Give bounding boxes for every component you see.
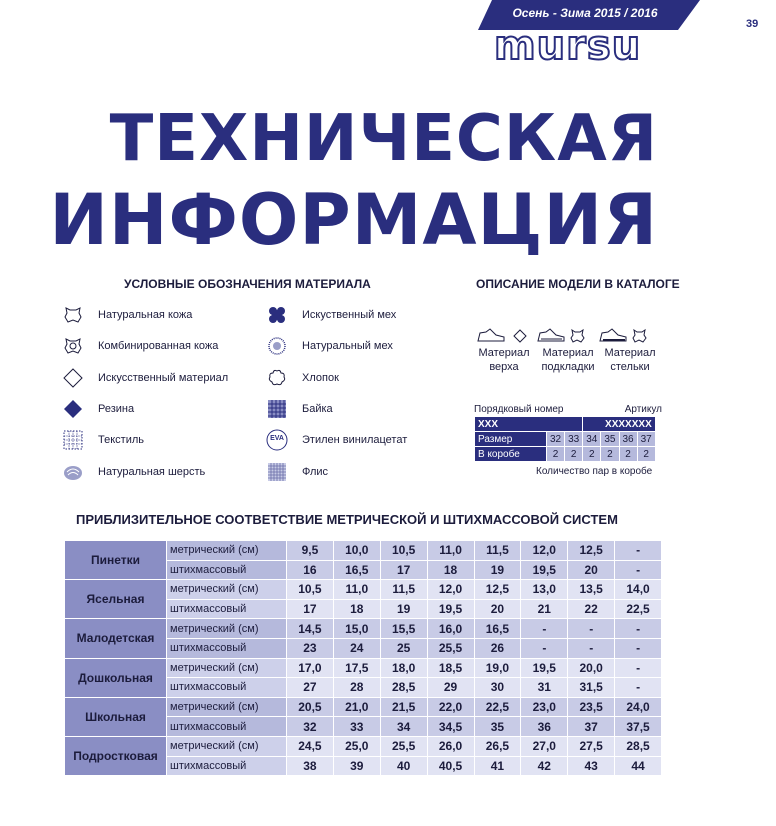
size-value-cell: - xyxy=(615,541,662,561)
page-title-line-1: ТЕХНИЧЕСКАЯ xyxy=(109,102,658,176)
box-count-cell: 2 xyxy=(565,447,583,462)
category-cell: Пинетки xyxy=(65,541,167,580)
legend-item-textile xyxy=(62,429,144,451)
legend-label: Флис xyxy=(302,466,329,478)
size-value-cell: 26 xyxy=(474,638,521,658)
metric-system-label: метрический (см) xyxy=(167,658,287,678)
size-cell: 32 xyxy=(547,432,565,447)
size-value-cell: 19 xyxy=(380,599,427,619)
size-value-cell: 37,5 xyxy=(615,717,662,737)
legend-item-eva xyxy=(266,429,408,451)
legend-label: Искуственный мех xyxy=(302,309,397,321)
size-conversion-table xyxy=(64,540,662,776)
size-value-cell: 18 xyxy=(333,599,380,619)
natural-leather-icon xyxy=(62,304,84,326)
size-value-cell: 39 xyxy=(333,756,380,776)
brand-logo: mursu xyxy=(494,23,642,69)
size-value-cell: - xyxy=(615,619,662,639)
size-value-cell: 24,0 xyxy=(615,697,662,717)
size-value-cell: 10,5 xyxy=(287,580,334,600)
size-value-cell: 11,5 xyxy=(474,541,521,561)
size-value-cell: 34 xyxy=(380,717,427,737)
size-value-cell: 20 xyxy=(474,599,521,619)
catalog-label-line: Материал xyxy=(542,347,594,359)
metric-system-label: метрический (см) xyxy=(167,697,287,717)
size-value-cell: 23 xyxy=(287,638,334,658)
size-value-cell: - xyxy=(568,619,615,639)
legend-label: Натуральный мех xyxy=(302,340,393,352)
catalog-label-line: верха xyxy=(489,361,519,373)
size-value-cell: 17 xyxy=(287,599,334,619)
size-value-cell: 36 xyxy=(521,717,568,737)
size-value-cell: 19,0 xyxy=(474,658,521,678)
legend-label: Резина xyxy=(98,403,135,415)
stich-system-label: штихмассовый xyxy=(167,638,287,658)
size-label: Размер xyxy=(475,432,547,447)
box-label: В коробе xyxy=(475,447,547,462)
fleece-icon xyxy=(266,461,288,483)
seq-value: XXX xyxy=(475,417,583,432)
rubber-diamond-icon xyxy=(62,398,84,420)
size-value-cell: - xyxy=(615,560,662,580)
lining-material-leather-icon xyxy=(571,330,584,342)
lining-shoe-icon xyxy=(538,329,564,341)
box-count-cell: 2 xyxy=(601,447,619,462)
size-value-cell: 34,5 xyxy=(427,717,474,737)
size-value-cell: 33 xyxy=(333,717,380,737)
size-value-cell: - xyxy=(521,638,568,658)
legend-item-natural-leather xyxy=(62,304,193,326)
catalog-heading: ОПИСАНИЕ МОДЕЛИ В КАТАЛОГЕ xyxy=(476,277,680,291)
upper-material-diamond-icon xyxy=(514,330,526,342)
size-value-cell: 35 xyxy=(474,717,521,737)
eva-icon xyxy=(266,429,288,451)
size-value-cell: 31,5 xyxy=(568,678,615,698)
legend-label: Натуральная кожа xyxy=(98,309,193,321)
legend-label: Байка xyxy=(302,403,333,415)
size-value-cell: 38 xyxy=(287,756,334,776)
stich-system-label: штихмассовый xyxy=(167,599,287,619)
legend-item-wool xyxy=(62,461,206,483)
size-value-cell: - xyxy=(615,678,662,698)
box-count-cell: 2 xyxy=(637,447,655,462)
size-value-cell: 32 xyxy=(287,717,334,737)
legend-label: Искусственный материал xyxy=(98,372,229,384)
catalog-label-line: Материал xyxy=(604,347,656,359)
category-cell: Подростковая xyxy=(65,736,167,775)
box-count-footnote: Количество пар в коробе xyxy=(536,466,653,477)
size-value-cell: 27,5 xyxy=(568,736,615,756)
size-value-cell: 14,0 xyxy=(615,580,662,600)
size-value-cell: 25,5 xyxy=(380,736,427,756)
legend-label: Комбинированная кожа xyxy=(98,340,219,352)
size-value-cell: 9,5 xyxy=(287,541,334,561)
size-value-cell: 28 xyxy=(333,678,380,698)
catalog-label-insole xyxy=(598,346,662,374)
box-count-cell: 2 xyxy=(547,447,565,462)
catalog-label-lining xyxy=(534,346,602,374)
mini-row-sizes xyxy=(475,432,656,447)
size-value-cell: 18 xyxy=(427,560,474,580)
size-value-cell: 43 xyxy=(568,756,615,776)
size-value-cell: 19,5 xyxy=(521,658,568,678)
article-value: XXXXXXX xyxy=(583,417,656,432)
size-value-cell: 41 xyxy=(474,756,521,776)
size-value-cell: 15,0 xyxy=(333,619,380,639)
size-value-cell: 42 xyxy=(521,756,568,776)
legend-item-synthetic xyxy=(62,367,229,389)
size-value-cell: 25,0 xyxy=(333,736,380,756)
seq-number-label: Порядковый номер xyxy=(474,404,564,415)
combined-leather-icon xyxy=(62,335,84,357)
legend-item-faux-fur xyxy=(266,304,397,326)
flannel-icon xyxy=(266,398,288,420)
size-value-cell: - xyxy=(615,638,662,658)
size-value-cell: 44 xyxy=(615,756,662,776)
category-cell: Малодетская xyxy=(65,619,167,658)
size-value-cell: 11,5 xyxy=(380,580,427,600)
size-value-cell: 13,0 xyxy=(521,580,568,600)
metric-system-label: метрический (см) xyxy=(167,541,287,561)
size-value-cell: 40,5 xyxy=(427,756,474,776)
size-value-cell: 22 xyxy=(568,599,615,619)
size-value-cell: 22,5 xyxy=(474,697,521,717)
category-cell: Ясельная xyxy=(65,580,167,619)
season-label: Осень - Зима 2015 / 2016 xyxy=(512,6,658,20)
size-value-cell: 28,5 xyxy=(380,678,427,698)
size-value-cell: 27 xyxy=(287,678,334,698)
legend-label: Текстиль xyxy=(98,434,144,446)
size-value-cell: 27,0 xyxy=(521,736,568,756)
size-value-cell: 17 xyxy=(380,560,427,580)
catalog-mini-table xyxy=(474,416,656,462)
size-value-cell: 22,5 xyxy=(615,599,662,619)
catalog-label-line: Материал xyxy=(478,347,530,359)
size-value-cell: 18,5 xyxy=(427,658,474,678)
metric-system-label: метрический (см) xyxy=(167,736,287,756)
stich-system-label: штихмассовый xyxy=(167,560,287,580)
size-table-heading: ПРИБЛИЗИТЕЛЬНОЕ СООТВЕТСТВИЕ МЕТРИЧЕСКОЙ И ШТИХМАССОВОЙ СИСТЕМ xyxy=(76,512,618,527)
size-cell: 35 xyxy=(601,432,619,447)
size-value-cell: 23,5 xyxy=(568,697,615,717)
legend-item-natural-fur xyxy=(266,335,393,357)
legend-label: Этилен винилацетат xyxy=(302,434,408,446)
size-value-cell: 18,0 xyxy=(380,658,427,678)
size-value-cell: 25 xyxy=(380,638,427,658)
size-value-cell: 10,5 xyxy=(380,541,427,561)
metric-system-label: метрический (см) xyxy=(167,580,287,600)
textile-grid-icon xyxy=(62,429,84,451)
page-title-line-2: ИНФОРМАЦИЯ xyxy=(49,179,658,261)
size-value-cell: 11,0 xyxy=(427,541,474,561)
table-row xyxy=(65,580,662,600)
table-row xyxy=(65,541,662,561)
insole-material-leather-icon xyxy=(633,330,646,342)
size-value-cell: 28,5 xyxy=(615,736,662,756)
legend-label: Хлопок xyxy=(302,372,339,384)
size-value-cell: 16,5 xyxy=(474,619,521,639)
stich-system-label: штихмассовый xyxy=(167,717,287,737)
mini-row-ids xyxy=(475,417,656,432)
size-value-cell: 11,0 xyxy=(333,580,380,600)
catalog-label-upper xyxy=(472,346,536,374)
size-value-cell: 17,5 xyxy=(333,658,380,678)
size-value-cell: 14,5 xyxy=(287,619,334,639)
faux-fur-icon xyxy=(266,304,288,326)
size-value-cell: 19,5 xyxy=(521,560,568,580)
size-value-cell: 15,5 xyxy=(380,619,427,639)
cotton-icon xyxy=(266,367,288,389)
legend-heading: УСЛОВНЫЕ ОБОЗНАЧЕНИЯ МАТЕРИАЛА xyxy=(124,277,371,291)
legend-item-fleece xyxy=(266,461,329,483)
size-value-cell: 21 xyxy=(521,599,568,619)
size-value-cell: 16,0 xyxy=(427,619,474,639)
size-value-cell: 25,5 xyxy=(427,638,474,658)
size-value-cell: 10,0 xyxy=(333,541,380,561)
size-value-cell: 29 xyxy=(427,678,474,698)
box-count-cell: 2 xyxy=(583,447,601,462)
metric-system-label: метрический (см) xyxy=(167,619,287,639)
size-value-cell: 20,5 xyxy=(287,697,334,717)
box-count-cell: 2 xyxy=(619,447,637,462)
size-value-cell: 40 xyxy=(380,756,427,776)
size-value-cell: 21,5 xyxy=(380,697,427,717)
upper-shoe-icon xyxy=(478,329,504,341)
catalog-icon-row xyxy=(476,324,666,346)
legend-item-combined-leather xyxy=(62,335,219,357)
size-value-cell: 19 xyxy=(474,560,521,580)
size-value-cell: 19,5 xyxy=(427,599,474,619)
table-row xyxy=(65,697,662,717)
size-cell: 34 xyxy=(583,432,601,447)
size-value-cell: 13,5 xyxy=(568,580,615,600)
legend-label: Натуральная шерсть xyxy=(98,466,206,478)
size-value-cell: 16 xyxy=(287,560,334,580)
table-row xyxy=(65,736,662,756)
catalog-label-line: стельки xyxy=(610,361,650,373)
legend-item-flannel xyxy=(266,398,333,420)
size-value-cell: 24 xyxy=(333,638,380,658)
size-value-cell: 17,0 xyxy=(287,658,334,678)
category-cell: Дошкольная xyxy=(65,658,167,697)
legend-item-rubber xyxy=(62,398,135,420)
size-value-cell: 12,0 xyxy=(521,541,568,561)
size-value-cell: 20,0 xyxy=(568,658,615,678)
size-cell: 36 xyxy=(619,432,637,447)
catalog-label-line: подкладки xyxy=(541,361,595,373)
size-value-cell: 24,5 xyxy=(287,736,334,756)
stich-system-label: штихмассовый xyxy=(167,756,287,776)
size-value-cell: 26,5 xyxy=(474,736,521,756)
eva-icon-text: EVA xyxy=(270,435,284,442)
size-value-cell: 22,0 xyxy=(427,697,474,717)
legend-item-cotton xyxy=(266,367,339,389)
stich-system-label: штихмассовый xyxy=(167,678,287,698)
table-row xyxy=(65,619,662,639)
size-value-cell: - xyxy=(615,658,662,678)
size-value-cell: 26,0 xyxy=(427,736,474,756)
mini-row-box xyxy=(475,447,656,462)
size-value-cell: 12,5 xyxy=(474,580,521,600)
size-cell: 37 xyxy=(637,432,655,447)
size-value-cell: - xyxy=(568,638,615,658)
insole-shoe-icon xyxy=(600,329,626,341)
table-row xyxy=(65,658,662,678)
size-value-cell: 23,0 xyxy=(521,697,568,717)
wool-icon xyxy=(62,461,84,483)
article-label: Артикул xyxy=(624,404,662,415)
natural-fur-icon xyxy=(266,335,288,357)
synthetic-diamond-icon xyxy=(62,367,84,389)
size-cell: 33 xyxy=(565,432,583,447)
size-value-cell: 21,0 xyxy=(333,697,380,717)
page-number: 39 xyxy=(746,18,759,30)
size-value-cell: 16,5 xyxy=(333,560,380,580)
size-value-cell: 30 xyxy=(474,678,521,698)
size-value-cell: 20 xyxy=(568,560,615,580)
size-value-cell: 37 xyxy=(568,717,615,737)
category-cell: Школьная xyxy=(65,697,167,736)
size-value-cell: 31 xyxy=(521,678,568,698)
size-value-cell: - xyxy=(521,619,568,639)
size-value-cell: 12,0 xyxy=(427,580,474,600)
size-value-cell: 12,5 xyxy=(568,541,615,561)
